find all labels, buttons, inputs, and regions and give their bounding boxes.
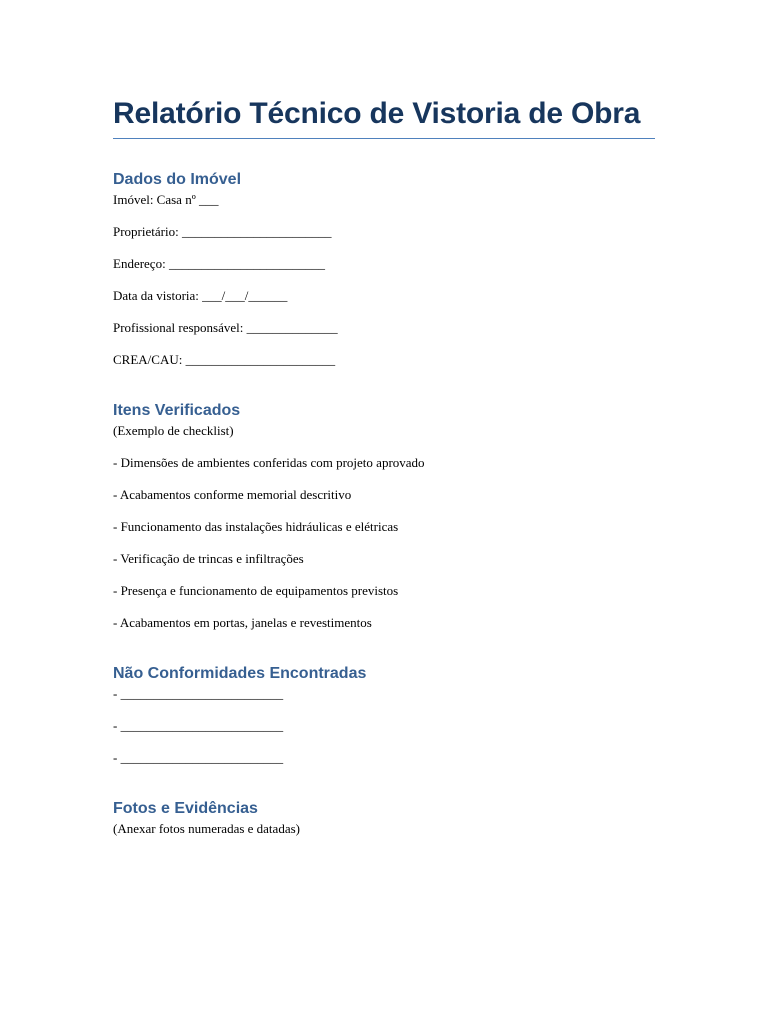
checklist-item: - Verificação de trincas e infiltrações: [113, 551, 304, 566]
field-responsible-professional: Profissional responsável: ______________: [113, 320, 338, 335]
photos-instruction: (Anexar fotos numeradas e datadas): [113, 821, 300, 836]
field-inspection-date: Data da vistoria: ___/___/______: [113, 288, 288, 303]
section-property-data: [113, 169, 655, 369]
nonconformity-blank-line: - _________________________: [113, 686, 284, 701]
field-crea-cau: CREA/CAU: _______________________: [113, 352, 336, 367]
checklist-note: (Exemplo de checklist): [113, 423, 234, 438]
section-verified-items: [113, 400, 655, 632]
document-content: [113, 92, 655, 838]
page-title: Relatório Técnico de Vistoria de Obra: [113, 92, 655, 139]
section-heading-property-data: Dados do Imóvel: [113, 171, 242, 188]
checklist-item: - Dimensões de ambientes conferidas com projeto aprovado: [113, 455, 425, 470]
checklist-item: - Acabamentos em portas, janelas e revestimentos: [113, 615, 372, 630]
checklist-item: - Presença e funcionamento de equipamentos previstos: [113, 583, 399, 598]
section-heading-photos-evidence: Fotos e Evidências: [113, 800, 258, 817]
field-owner: Proprietário: _______________________: [113, 224, 332, 239]
nonconformity-blank-line: - _________________________: [113, 750, 284, 765]
section-photos-evidence: [113, 798, 655, 838]
field-property: Imóvel: Casa nº ___: [113, 192, 219, 207]
checklist-item: - Acabamentos conforme memorial descritivo: [113, 487, 352, 502]
section-heading-verified-items: Itens Verificados: [113, 402, 241, 419]
nonconformity-blank-line: - _________________________: [113, 718, 284, 733]
field-address: Endereço: ________________________: [113, 256, 325, 271]
section-heading-nonconformities: Não Conformidades Encontradas: [113, 665, 367, 682]
checklist-item: - Funcionamento das instalações hidráulicas e elétricas: [113, 519, 399, 534]
section-nonconformities: [113, 663, 655, 767]
